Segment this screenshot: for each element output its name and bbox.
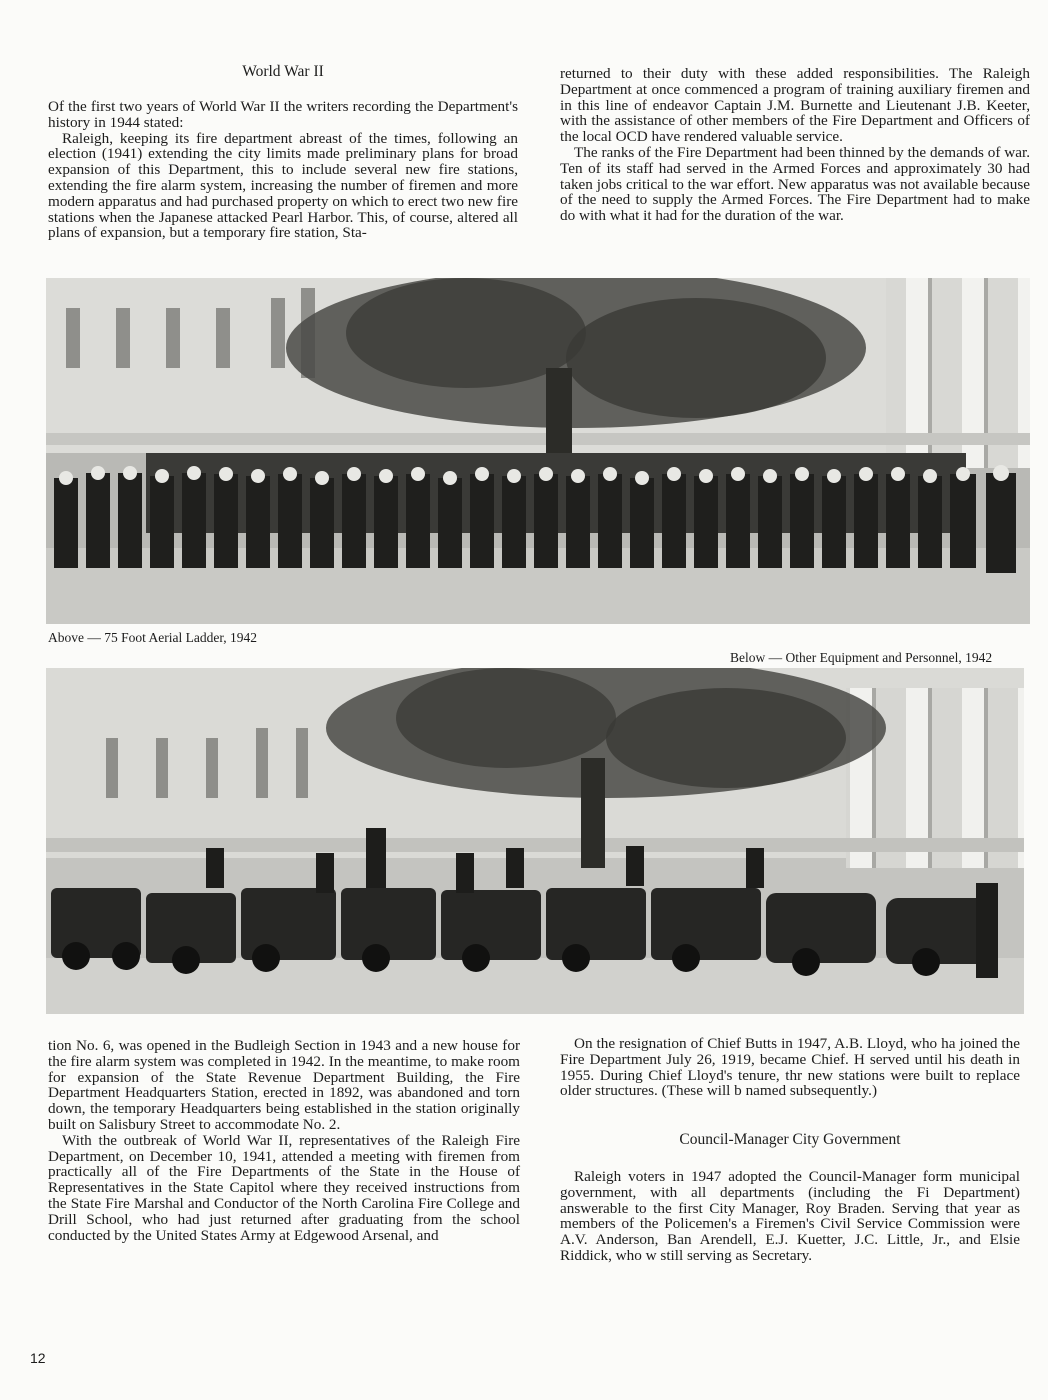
section-heading-council-manager: Council-Manager City Government [679,1131,901,1148]
paragraph: The ranks of the Fire Department had been thinned by the demands of war. Ten of its staff had served in the Armed Forces and approximately 30 had taken jobs critical to the war effort. New apparatus was not available because of the need to supply the Armed Forces. The Fire Department had to make do with what it had for the duration of the war. [560,143,1030,225]
paragraph: With the outbreak of World War II, representatives of the Raleigh Fire Department, on December 10, 1941, attended a meeting with firemen from practically all of the Fire Departments of the State in the House of Representatives in the State Capitol where they received instructions from the State Fire Marshal and Conductor of the North Carolina Fire College and Drill School, who had just returned after graduating from the school conducted by the United States Army at Edgewood Arsenal, and [48,1131,520,1244]
text-column-bottom-right [560,1036,1020,1296]
text-column-top-right [560,66,1030,224]
paragraph: Raleigh, keeping its fire department abreast of the times, following an election (1941) extending the city limits made preliminary plans for broad expansion of this Department, this to include several new fire stations, extending the fire alarm system, increasing the number of firemen and more modern apparatus and had purchased property on which to erect two new fire stations when the Japanese attacked Pearl Harbor. This, of course, altered all plans of expansion, but a temporary fire station, Sta- [48,129,518,242]
paragraph: tion No. 6, was opened in the Budleigh Section in 1943 and a new house for the fire alarm system was completed in 1942. In the meantime, to make room for expansion of the State Revenue Department Building, the Fire Department Headquarters Station, erected in 1892, was abandoned and torn down, the temporary Headquarters being established in the station originally built on Salisbury Street to accommodate No. 2. [48,1037,520,1133]
text-column-top-left [48,99,518,241]
paragraph: returned to their duty with these added responsibilities. The Raleigh Department at once commenced a program of training auxiliary firemen and in this line of endeavor Captain J.M. Burnette and Lieutenant J.B. Keeter, with the assistance of other members of the Fire Department and Officers of the local OCD have rendered valuable service. [560,65,1030,146]
photo-aerial-ladder [46,278,1030,624]
caption-below: Below — Other Equipment and Personnel, 1942 [730,650,993,665]
paragraph: Of the first two years of World War II the writers recording the Department's history in 1944 stated: [48,98,518,131]
section-heading-world-war-ii: World War II [242,63,324,80]
paragraph: Raleigh voters in 1947 adopted the Council-Manager form municipal government, with all departments (including the Fi Department) answerable to the first City Manager, Roy Braden. Serving that year as members of the Policemen's a Firemen's Civil Service Commission were A.V. Anderson, Ban Arendell, E.J. Kuetter, J.C. Little, Jr., and Elsie Riddick, who w still serving as Secretary. [560,1168,1020,1264]
paragraph: On the resignation of Chief Butts in 1947, A.B. Lloyd, who ha joined the Fire Department July 26, 1919, became Chief. H served until his death in 1955. During Chief Lloyd's tenure, thr new stations were built to replace older structures. (These will b named subsequently.) [560,1036,1020,1100]
photo-equipment-personnel [46,668,1024,1014]
page-number: 12 [30,1350,46,1366]
text-column-bottom-left [48,1038,520,1243]
caption-above: Above — 75 Foot Aerial Ladder, 1942 [48,630,258,645]
